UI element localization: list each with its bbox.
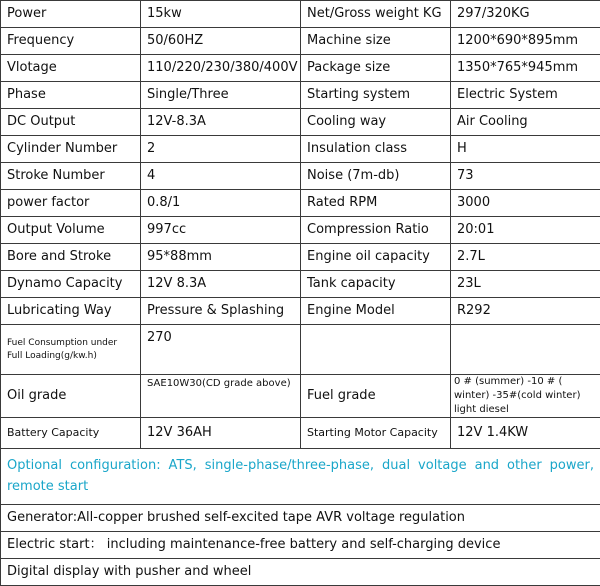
note-row-generator xyxy=(1,505,600,532)
spec-value-left: 12V 8.3A xyxy=(141,271,301,298)
fuel-consumption-empty-value xyxy=(451,325,600,375)
spec-value-right: 73 xyxy=(451,163,600,190)
fuel-consumption-label: Fuel Consumption under Full Loading(g/kw.h) xyxy=(1,325,141,375)
spec-label-right: Tank capacity xyxy=(301,271,451,298)
spec-row xyxy=(1,55,600,82)
spec-label-right: Rated RPM xyxy=(301,190,451,217)
spec-label-left: Frequency xyxy=(1,28,141,55)
spec-value-left: 95*88mm xyxy=(141,244,301,271)
spec-value-right: 20:01 xyxy=(451,217,600,244)
spec-label-left: Dynamo Capacity xyxy=(1,271,141,298)
spec-value-left: Pressure & Splashing xyxy=(141,298,301,325)
starting-motor-label: Starting Motor Capacity xyxy=(301,418,451,449)
spec-value-left: 4 xyxy=(141,163,301,190)
spec-label-left: Cylinder Number xyxy=(1,136,141,163)
spec-value-left: Single/Three xyxy=(141,82,301,109)
spec-label-right: Compression Ratio xyxy=(301,217,451,244)
spec-label-right: Noise (7m-db) xyxy=(301,163,451,190)
note-row-display xyxy=(1,559,600,586)
spec-value-left: 110/220/230/380/400V xyxy=(141,55,301,82)
spec-table-body xyxy=(1,1,600,586)
spec-value-right: 1200*690*895mm xyxy=(451,28,600,55)
spec-label-right: Machine size xyxy=(301,28,451,55)
note-row-optional xyxy=(1,449,600,505)
oil-grade-value: SAE10W30(CD grade above) xyxy=(141,375,301,418)
spec-row xyxy=(1,217,600,244)
battery-value: 12V 36AH xyxy=(141,418,301,449)
spec-row xyxy=(1,28,600,55)
spec-label-left: Stroke Number xyxy=(1,163,141,190)
spec-row xyxy=(1,298,600,325)
spec-row xyxy=(1,82,600,109)
note-row-electric-start xyxy=(1,532,600,559)
spec-value-left: 15kw xyxy=(141,1,301,28)
spec-label-left: Bore and Stroke xyxy=(1,244,141,271)
fuel-consumption-value: 270 xyxy=(141,325,301,375)
display-note: Digital display with pusher and wheel xyxy=(1,559,600,586)
spec-value-right: R292 xyxy=(451,298,600,325)
spec-value-right: 1350*765*945mm xyxy=(451,55,600,82)
spec-row xyxy=(1,244,600,271)
spec-label-left: Phase xyxy=(1,82,141,109)
spec-label-left: Output Volume xyxy=(1,217,141,244)
spec-label-right: Net/Gross weight KG xyxy=(301,1,451,28)
fuel-grade-label: Fuel grade xyxy=(301,375,451,418)
spec-value-right: Electric System xyxy=(451,82,600,109)
spec-label-right: Engine Model xyxy=(301,298,451,325)
spec-value-right: 2.7L xyxy=(451,244,600,271)
spec-row xyxy=(1,1,600,28)
spec-value-right: Air Cooling xyxy=(451,109,600,136)
spec-label-right: Insulation class xyxy=(301,136,451,163)
spec-label-right: Engine oil capacity xyxy=(301,244,451,271)
fuel-consumption-empty-label xyxy=(301,325,451,375)
spec-value-left: 0.8/1 xyxy=(141,190,301,217)
spec-row xyxy=(1,109,600,136)
spec-value-left: 997cc xyxy=(141,217,301,244)
spec-value-right: 23L xyxy=(451,271,600,298)
spec-value-right: 297/320KG xyxy=(451,1,600,28)
spec-value-left: 50/60HZ xyxy=(141,28,301,55)
fuel-grade-value: 0 # (summer) -10 # ( winter) -35#(cold winter) light diesel xyxy=(451,375,600,418)
spec-value-left: 12V-8.3A xyxy=(141,109,301,136)
battery-label: Battery Capacity xyxy=(1,418,141,449)
optional-configuration-note: Optional configuration: ATS, single-phase/three-phase, dual voltage and other power, remote start xyxy=(1,449,600,505)
spec-label-left: Power xyxy=(1,1,141,28)
spec-row xyxy=(1,163,600,190)
spec-row-fuel-consumption xyxy=(1,325,600,375)
oil-grade-label: Oil grade xyxy=(1,375,141,418)
generator-note: Generator:All-copper brushed self-excited tape AVR voltage regulation xyxy=(1,505,600,532)
spec-label-left: power factor xyxy=(1,190,141,217)
spec-value-right: 3000 xyxy=(451,190,600,217)
electric-start-note: Electric start： including maintenance-free battery and self-charging device xyxy=(1,532,600,559)
spec-label-right: Cooling way xyxy=(301,109,451,136)
spec-row xyxy=(1,136,600,163)
spec-row xyxy=(1,271,600,298)
spec-row-oil-fuel-grade xyxy=(1,375,600,418)
spec-label-left: DC Output xyxy=(1,109,141,136)
spec-label-right: Package size xyxy=(301,55,451,82)
spec-row xyxy=(1,190,600,217)
spec-label-right: Starting system xyxy=(301,82,451,109)
spec-row-battery xyxy=(1,418,600,449)
spec-value-left: 2 xyxy=(141,136,301,163)
spec-label-left: Vlotage xyxy=(1,55,141,82)
starting-motor-value: 12V 1.4KW xyxy=(451,418,600,449)
spec-value-right: H xyxy=(451,136,600,163)
spec-label-left: Lubricating Way xyxy=(1,298,141,325)
